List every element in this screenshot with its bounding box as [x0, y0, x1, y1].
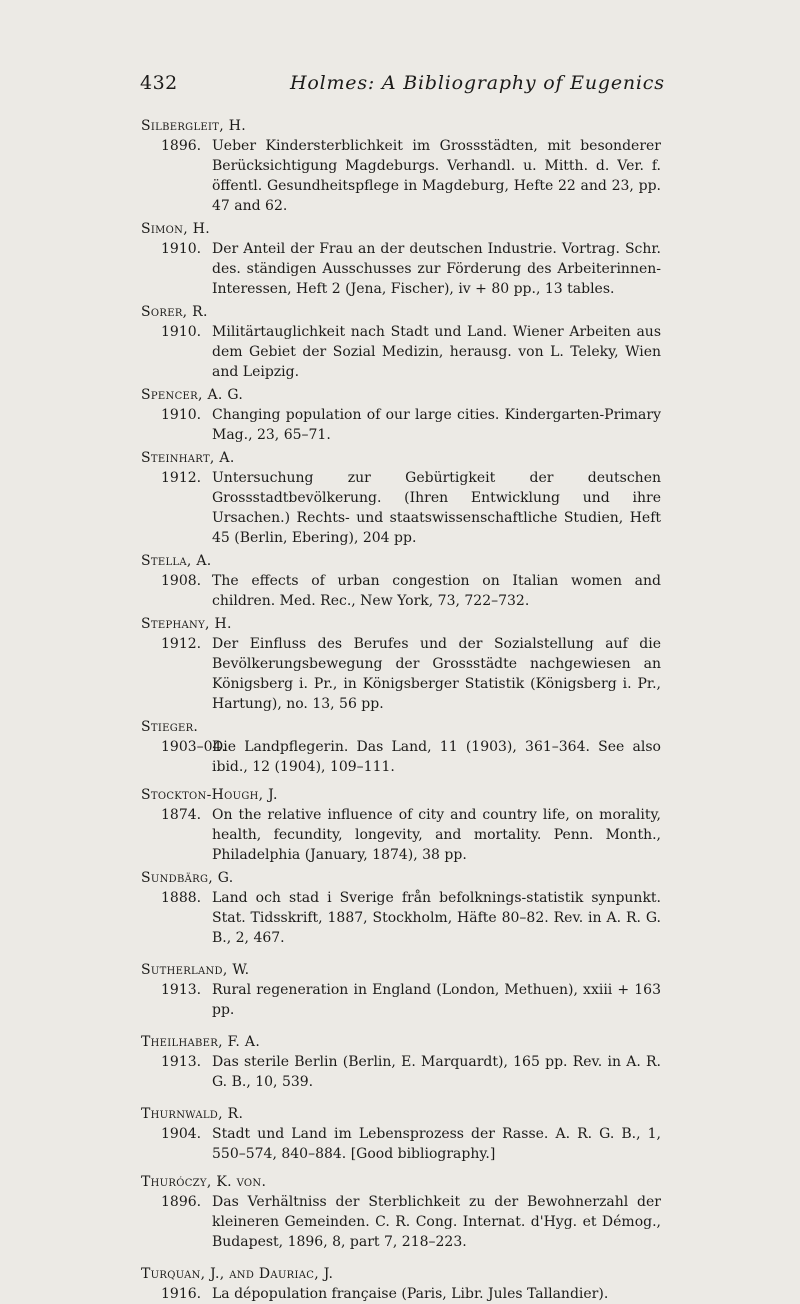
bibliography-entry [141, 1264, 661, 1304]
entry-author: Thurnwald, R. [141, 1106, 244, 1122]
entry-year: 1908. [161, 573, 202, 589]
running-header [0, 72, 800, 102]
entry-text: Die Landpflegerin. Das Land, 11 (1903), 361–364. See also ibid., 12 (1904), 109–111. [212, 739, 661, 775]
entry-author: Spencer, A. G. [141, 387, 244, 403]
entry-work [141, 1124, 661, 1164]
bibliography-entry [141, 302, 661, 382]
entry-work [141, 980, 661, 1020]
entry-text: Das sterile Berlin (Berlin, E. Marquardt), 165 pp. Rev. in A. R. G. B., 10, 539. [212, 1054, 661, 1090]
entry-year: 1912. [161, 636, 202, 652]
entry-year: 1916. [161, 1286, 202, 1302]
entry-year: 1912. [161, 470, 202, 486]
entry-text: Der Einfluss des Berufes und der Sozialstellung auf die Bevölkerungsbewegung der Grossstädte nachgewiesen an Königsberg i. Pr., in Königsberger Statistik (Königsberg i. Pr., Hartung), no. 13, 56 pp. [212, 636, 661, 712]
entry-author: Simon, H. [141, 221, 210, 237]
entry-author: Thuróczy, K. von. [141, 1174, 267, 1190]
entry-work [141, 468, 661, 548]
entry-author: Sutherland, W. [141, 962, 250, 978]
bibliography-entry [141, 448, 661, 548]
bibliography-entry [141, 385, 661, 445]
entry-year: 1896. [161, 138, 202, 154]
entry-text: Stadt und Land im Lebensprozess der Rasse. A. R. G. B., 1, 550–574, 840–884. [Good bibliography.] [212, 1126, 661, 1162]
entry-author: Sundbärg, G. [141, 870, 234, 886]
entry-author: Silbergleit, H. [141, 118, 246, 134]
bibliography-entry [141, 785, 661, 865]
entry-work [141, 1052, 661, 1092]
entry-text: The effects of urban congestion on Italian women and children. Med. Rec., New York, 73, 722–732. [212, 573, 661, 609]
entry-author: Steinhart, A. [141, 450, 235, 466]
entry-work [141, 888, 661, 948]
bibliography-entry [141, 614, 661, 714]
entry-author: Stephany, H. [141, 616, 232, 632]
entry-author: Turquan, J., and Dauriac, J. [141, 1266, 334, 1282]
entry-work [141, 634, 661, 714]
entry-year: 1913. [161, 1054, 202, 1070]
entry-text: Der Anteil der Frau an der deutschen Industrie. Vortrag. Schr. des. ständigen Ausschusses zur Förderung des Arbeiterinnen-Interessen, Heft 2 (Jena, Fischer), iv + 80 pp., 13 tables. [212, 241, 661, 297]
entry-year: 1910. [161, 407, 202, 423]
entry-work [141, 1284, 661, 1304]
bibliography-entry [141, 1032, 661, 1092]
bibliography-entry [141, 1172, 661, 1252]
bibliography-entry [141, 868, 661, 948]
entry-author: Sorer, R. [141, 304, 208, 320]
running-title: Holmes: A Bibliography of Eugenics [290, 72, 665, 94]
entry-text: Land och stad i Sverige från befolknings-statistik synpunkt. Stat. Tidsskrift, 1887, Stockholm, Häfte 80–82. Rev. in A. R. G. B., 2, 467. [212, 890, 661, 946]
bibliography-entry [141, 960, 661, 1020]
entry-year: 1903–04. [161, 739, 226, 755]
entry-work [141, 405, 661, 445]
entry-text: Ueber Kindersterblichkeit im Grossstädten, mit besonderer Berücksichtigung Magdeburgs. Verhandl. u. Mitth. d. Ver. f. öffentl. Gesundheitspflege in Magdeburg, Hefte 22 and 23, pp. 47 and 62. [212, 138, 661, 214]
entry-author: Stockton-Hough, J. [141, 787, 278, 803]
entry-text: Das Verhältniss der Sterblichkeit zu der Bewohnerzahl der kleineren Gemeinden. C. R. Cong. Internat. d'Hyg. et Démog., Budapest, 1896, 8, part 7, 218–223. [212, 1194, 661, 1250]
entry-year: 1904. [161, 1126, 202, 1142]
entry-year: 1874. [161, 807, 202, 823]
entry-work [141, 805, 661, 865]
page-number: 432 [140, 72, 178, 94]
bibliography-entry [141, 551, 661, 611]
entry-author: Stieger. [141, 719, 199, 735]
entry-text: Untersuchung zur Gebürtigkeit der deutschen Grossstadtbevölkerung. (Ihren Entwicklung und ihre Ursachen.) Rechts- und staatswissenschaftliche Studien, Heft 45 (Berlin, Ebering), 204 pp. [212, 470, 661, 546]
entry-text: La dépopulation française (Paris, Libr. Jules Tallandier). [212, 1286, 609, 1302]
entry-year: 1896. [161, 1194, 202, 1210]
entry-year: 1913. [161, 982, 202, 998]
bibliography-entry [141, 717, 661, 777]
bibliography-entry [141, 116, 661, 216]
entry-author: Theilhaber, F. A. [141, 1034, 261, 1050]
entry-author: Stella, A. [141, 553, 212, 569]
entry-work [141, 322, 661, 382]
entry-work [141, 737, 661, 777]
entry-work [141, 1192, 661, 1252]
entry-year: 1888. [161, 890, 202, 906]
entry-text: Changing population of our large cities. Kindergarten-Primary Mag., 23, 65–71. [212, 407, 661, 443]
bibliography-entry [141, 1104, 661, 1164]
entry-work [141, 136, 661, 216]
entry-text: Militärtauglichkeit nach Stadt und Land. Wiener Arbeiten aus dem Gebiet der Sozial Medizin, herausg. von L. Teleky, Wien and Leipzig. [212, 324, 661, 380]
entry-work [141, 239, 661, 299]
entry-year: 1910. [161, 241, 202, 257]
entry-year: 1910. [161, 324, 202, 340]
entry-work [141, 571, 661, 611]
bibliography-list [141, 116, 661, 1304]
entry-text: On the relative influence of city and country life, on morality, health, fecundity, longevity, and mortality. Penn. Month., Philadelphia (January, 1874), 38 pp. [212, 807, 661, 863]
bibliography-entry [141, 219, 661, 299]
entry-text: Rural regeneration in England (London, Methuen), xxiii + 163 pp. [212, 982, 661, 1018]
